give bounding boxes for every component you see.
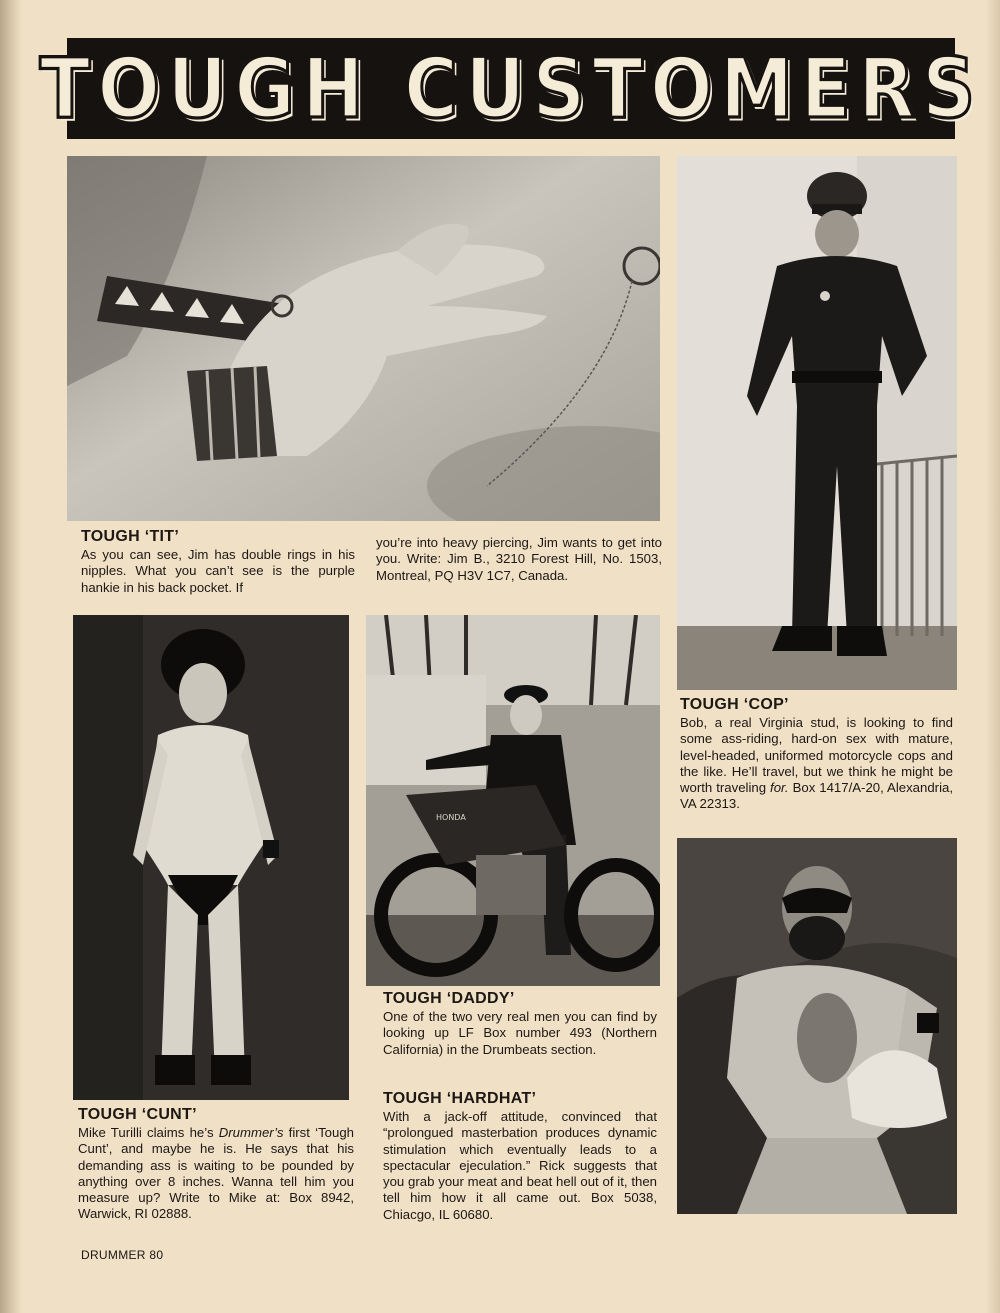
page-title: TOUGH CUSTOMERS — [39, 40, 983, 137]
caption-body-daddy: One of the two very real men you can find by looking up LF Box number 493 (Northern California) in the Drumbeats section. — [383, 1009, 657, 1057]
caption-body-cunt-italic: Drummer’s — [218, 1125, 284, 1140]
caption-body-cop-italic: for. — [770, 780, 789, 796]
caption-tough-tit — [81, 528, 355, 596]
caption-body-cunt — [78, 1125, 354, 1223]
caption-heading-hardhat: TOUGH ‘HARDHAT’ — [383, 1090, 537, 1107]
caption-tough-hardhat — [383, 1090, 657, 1223]
caption-heading-cop: TOUGH ‘COP’ — [680, 696, 789, 713]
page-folio: DRUMMER 80 — [81, 1248, 164, 1262]
caption-body-hardhat: With a jack-off attitude, convinced that “prolongued masterbation produces dynamic stimulation which eventually leads to a spectacular ejeculation.” Rick suggests that you grab your meat and beat hell out of it, then tell him how it all came out. Box 5038, Chiacgo, IL 60680. — [383, 1109, 657, 1222]
caption-tough-cop — [680, 696, 953, 813]
caption-body-cop — [680, 715, 953, 813]
page-gutter-shadow — [0, 0, 22, 1313]
photo-tough-hardhat — [677, 838, 957, 1214]
caption-body-tit-part2: you’re into heavy piercing, Jim wants to get into you. Write: Jim B., 3210 Forest Hill, No. 1503, Montreal, PQ H3V 1C7, Canada. — [376, 535, 662, 583]
caption-body-tit-part1: As you can see, Jim has double rings in his nipples. What you can’t see is the purple hankie in his back pocket. If — [81, 547, 355, 595]
page-edge-shadow — [986, 0, 1000, 1313]
caption-heading-tit: TOUGH ‘TIT’ — [81, 528, 180, 545]
caption-heading-cunt: TOUGH ‘CUNT’ — [78, 1106, 197, 1123]
caption-body-cunt-text: Mike Turilli claims he’s — [78, 1125, 219, 1140]
caption-heading-daddy: TOUGH ‘DADDY’ — [383, 990, 515, 1007]
photo-tough-cop — [677, 156, 957, 690]
caption-tough-cunt — [78, 1106, 354, 1223]
caption-body-cop-text: Bob, a real Virginia stud, is looking to find some ass-riding, hard-on sex with mature, level-headed, uniformed motorcycle cops and the like. He’ll travel, but we think he might be worth traveling — [680, 715, 953, 796]
photo-tough-cunt — [73, 615, 349, 1100]
bike-lettering: HONDA — [436, 813, 466, 822]
caption-body-cunt-text-end: first ‘Tough Cunt’, and maybe he is. He says that his demanding ass is waiting to be pounded by anything over 8 inches. Wanna tell him you measure up? Write to Mike at: Box 8942, Warwick, RI 02888. — [78, 1125, 354, 1222]
photo-tough-tit — [67, 156, 660, 521]
photo-tough-daddy — [366, 615, 660, 986]
caption-tough-daddy — [383, 990, 657, 1058]
caption-body-cop-text-end: Box 1417/A-20, Alexandria, VA 22313. — [680, 780, 953, 812]
caption-tough-tit-continued — [376, 535, 662, 584]
masthead-banner — [39, 38, 983, 139]
